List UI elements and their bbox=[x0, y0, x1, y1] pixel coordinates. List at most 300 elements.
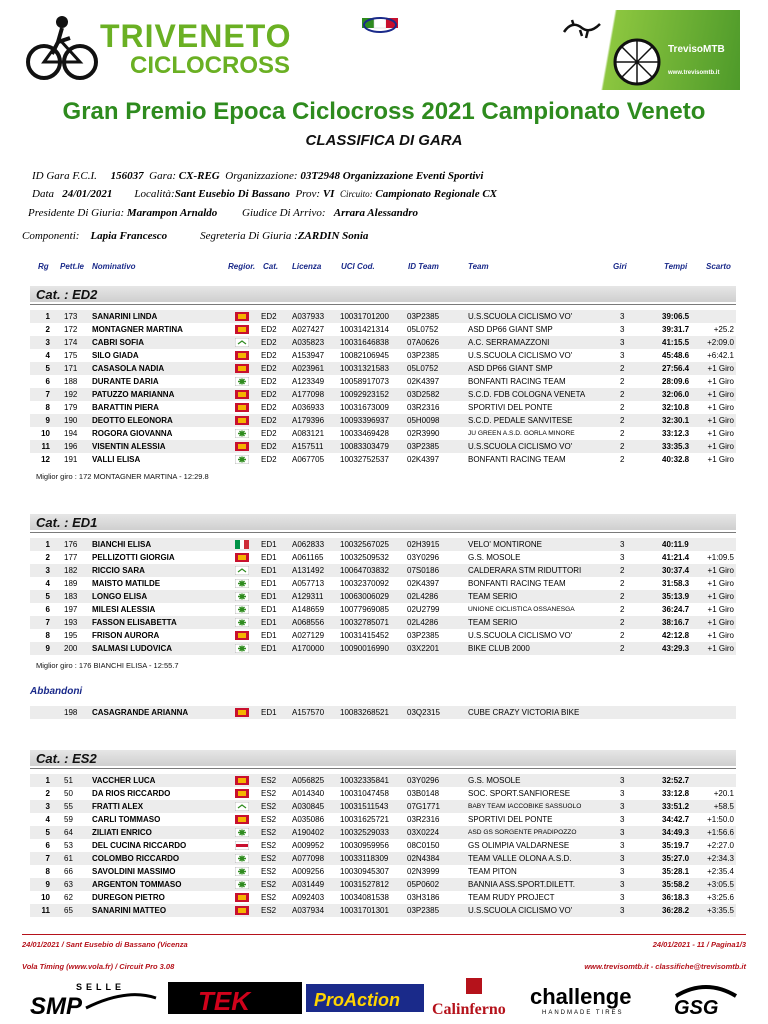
cell-license: A027129 bbox=[292, 631, 325, 640]
cell-time: 41:15.5 bbox=[662, 338, 690, 347]
jury-president-value: Marampon Arnaldo bbox=[126, 207, 218, 219]
organizer-value: 03T2948 Organizzazione Eventi Sportivi bbox=[300, 170, 484, 182]
federation-flag-icon bbox=[362, 14, 398, 36]
cell-team: TEAM RUDY PROJECT bbox=[468, 893, 555, 902]
cell-time: 33:35.3 bbox=[662, 442, 690, 451]
cell-team: BANNIA ASS.SPORT.DILETT. bbox=[468, 880, 575, 889]
cell-license: A092403 bbox=[292, 893, 325, 902]
cell-gap: +25.2 bbox=[713, 325, 734, 334]
cell-uci-code: 10082106945 bbox=[340, 351, 389, 360]
cell-time: 42:12.8 bbox=[662, 631, 690, 640]
cell-category: ES2 bbox=[261, 828, 277, 837]
category-divider bbox=[30, 532, 736, 533]
cell-gap: +1:56.6 bbox=[707, 828, 734, 837]
cell-bib: 50 bbox=[64, 789, 73, 798]
cell-uci-code: 10032752537 bbox=[340, 455, 389, 464]
cell-time: 38:16.7 bbox=[662, 618, 690, 627]
cell-team: GS OLIMPIA VALDARNESE bbox=[468, 841, 570, 850]
cell-bib: 55 bbox=[64, 802, 73, 811]
table-row bbox=[30, 388, 736, 401]
cell-team-id: 05L0752 bbox=[407, 364, 439, 373]
race-info-line-2 bbox=[32, 188, 497, 200]
cell-name: COLOMBO RICCARDO bbox=[92, 854, 180, 863]
cell-team-id: 08C0150 bbox=[407, 841, 440, 850]
cell-uci-code: 10031625721 bbox=[340, 815, 389, 824]
cell-name: MAISTO MATILDE bbox=[92, 579, 161, 588]
cell-team-id: 03P2385 bbox=[407, 351, 440, 360]
cell-bib: 173 bbox=[64, 312, 78, 321]
cell-category: ED1 bbox=[261, 631, 277, 640]
column-uci: UCI Cod. bbox=[341, 262, 375, 271]
cell-uci-code: 10058917073 bbox=[340, 377, 389, 386]
cell-bib: 190 bbox=[64, 416, 78, 425]
lombardia-flag-icon bbox=[235, 429, 249, 438]
cell-team-id: 02K4397 bbox=[407, 377, 440, 386]
cell-time: 35:58.2 bbox=[662, 880, 690, 889]
cell-gap: +1 Giro bbox=[707, 579, 734, 588]
cell-bib: 174 bbox=[64, 338, 78, 347]
members-label: Componenti: bbox=[22, 230, 80, 242]
cell-bib: 65 bbox=[64, 906, 73, 915]
cell-category: ES2 bbox=[261, 815, 277, 824]
column-idteam: ID Team bbox=[408, 262, 439, 271]
cell-time: 35:19.7 bbox=[662, 841, 690, 850]
cell-gap: +1:09.5 bbox=[707, 553, 734, 562]
cell-team: G.S. MOSOLE bbox=[468, 776, 521, 785]
veneto-flag-icon bbox=[235, 442, 249, 451]
veneto-flag-icon bbox=[235, 789, 249, 798]
cell-category: ED2 bbox=[261, 416, 277, 425]
cell-category: ES2 bbox=[261, 867, 277, 876]
table-row bbox=[30, 401, 736, 414]
cell-name: PELLIZOTTI GIORGIA bbox=[92, 553, 175, 562]
cell-bib: 195 bbox=[64, 631, 78, 640]
table-row bbox=[30, 323, 736, 336]
cell-license: A014340 bbox=[292, 789, 325, 798]
race-id-label: ID Gara F.C.I. bbox=[32, 170, 97, 182]
cell-license: A157570 bbox=[292, 708, 325, 717]
cell-laps: 2 bbox=[620, 390, 625, 399]
cell-time: 40:11.9 bbox=[662, 540, 689, 549]
cell-team: U.S.SCUOLA CICLISMO VO' bbox=[468, 351, 573, 360]
cell-time: 39:06.5 bbox=[662, 312, 690, 321]
category-header-bar bbox=[30, 514, 736, 530]
cell-laps: 3 bbox=[620, 880, 625, 889]
cell-time: 35:13.9 bbox=[662, 592, 690, 601]
cell-rank: 9 bbox=[45, 644, 50, 653]
cell-license: A067705 bbox=[292, 455, 325, 464]
cell-name: DEOTTO ELEONORA bbox=[92, 416, 173, 425]
best-lap-note: Miglior giro : 172 MONTAGNER MARTINA - 12:29.8 bbox=[36, 472, 209, 481]
cell-gap: +20.1 bbox=[713, 789, 734, 798]
cell-time: 32:30.1 bbox=[662, 416, 690, 425]
race-id-value: 156037 bbox=[110, 170, 144, 182]
lombardia-flag-icon bbox=[235, 867, 249, 876]
members-value: Lapia Francesco bbox=[90, 230, 168, 242]
cell-uci-code: 10064703832 bbox=[340, 566, 389, 575]
cell-rank: 10 bbox=[41, 429, 50, 438]
cell-license: A009952 bbox=[292, 841, 325, 850]
cell-gap: +1 Giro bbox=[707, 364, 734, 373]
cell-team: S.C.D. PEDALE SANVITESE bbox=[468, 416, 573, 425]
column-team: Team bbox=[468, 262, 489, 271]
race-type-label: Gara: bbox=[149, 170, 177, 182]
cell-laps: 3 bbox=[620, 841, 625, 850]
cell-team-id: 03R2316 bbox=[407, 403, 440, 412]
cell-name: SANARINI LINDA bbox=[92, 312, 158, 321]
cell-team-id: 03Y0296 bbox=[407, 553, 440, 562]
category-header-bar bbox=[30, 286, 736, 302]
table-row bbox=[30, 310, 736, 323]
cell-team-id: 03P2385 bbox=[407, 631, 440, 640]
cell-bib: 176 bbox=[64, 540, 78, 549]
cell-uci-code: 10031701301 bbox=[340, 906, 389, 915]
cell-bib: 197 bbox=[64, 605, 78, 614]
cell-laps: 3 bbox=[620, 854, 625, 863]
cell-category: ED2 bbox=[261, 325, 277, 334]
cell-rank: 3 bbox=[45, 566, 50, 575]
cell-bib: 196 bbox=[64, 442, 78, 451]
table-row bbox=[30, 603, 736, 616]
cell-rank: 8 bbox=[45, 631, 50, 640]
cell-team-id: 05L0752 bbox=[407, 325, 439, 334]
cell-time: 45:48.6 bbox=[662, 351, 690, 360]
svg-text:GSG: GSG bbox=[674, 997, 719, 1018]
cell-bib: 177 bbox=[64, 553, 78, 562]
cell-laps: 3 bbox=[620, 351, 625, 360]
jury-president-label: Presidente Di Giuria: bbox=[28, 207, 125, 219]
svg-text:SMP: SMP bbox=[30, 993, 83, 1018]
cell-name: VACCHER LUCA bbox=[92, 776, 156, 785]
cell-name: PATUZZO MARIANNA bbox=[92, 390, 175, 399]
cell-rank: 7 bbox=[45, 618, 50, 627]
page-title: Gran Premio Epoca Ciclocross 2021 Campionato Veneto bbox=[62, 98, 706, 125]
table-row bbox=[30, 362, 736, 375]
category-divider bbox=[30, 768, 736, 769]
cell-gap: +1 Giro bbox=[707, 390, 734, 399]
cell-category: ED1 bbox=[261, 553, 277, 562]
cell-team-id: 02N4384 bbox=[407, 854, 440, 863]
cell-time: 35:28.1 bbox=[662, 867, 690, 876]
cell-uci-code: 10031527812 bbox=[340, 880, 389, 889]
svg-text:challenge: challenge bbox=[530, 984, 632, 1009]
cell-license: A179396 bbox=[292, 416, 325, 425]
cell-gap: +3:35.5 bbox=[707, 906, 734, 915]
category-divider bbox=[30, 304, 736, 305]
page-subtitle: CLASSIFICA DI GARA bbox=[305, 132, 463, 149]
column-scarto: Scarto bbox=[706, 262, 731, 271]
cell-license: A190402 bbox=[292, 828, 325, 837]
trevisomtb-site: www.trevisomtb.it bbox=[668, 70, 720, 76]
cell-rank: 11 bbox=[41, 906, 50, 915]
cell-laps: 2 bbox=[620, 364, 625, 373]
cell-laps: 3 bbox=[620, 815, 625, 824]
table-row bbox=[30, 577, 736, 590]
cell-bib: 66 bbox=[64, 867, 73, 876]
cell-team-id: 07G1771 bbox=[407, 802, 440, 811]
sponsor-selle-smp bbox=[26, 978, 158, 1018]
cell-laps: 3 bbox=[620, 338, 625, 347]
cell-team: TEAM SERIO bbox=[468, 592, 518, 601]
cell-bib: 62 bbox=[64, 893, 73, 902]
cell-uci-code: 10030945307 bbox=[340, 867, 389, 876]
cell-gap: +2:27.0 bbox=[707, 841, 734, 850]
cell-gap: +1 Giro bbox=[707, 455, 734, 464]
cell-license: A036933 bbox=[292, 403, 325, 412]
cell-category: ED2 bbox=[261, 455, 277, 464]
table-row bbox=[30, 629, 736, 642]
lizard-icon bbox=[562, 18, 602, 45]
cell-team-id: 03B0148 bbox=[407, 789, 440, 798]
lombardia-flag-icon bbox=[235, 618, 249, 627]
cell-name: SILO GIADA bbox=[92, 351, 139, 360]
cell-time: 27:56.4 bbox=[662, 364, 690, 373]
cell-license: A148659 bbox=[292, 605, 325, 614]
cell-team: BABY TEAM IACCOBIKE SASSUOLO bbox=[468, 803, 582, 810]
svg-text:SELLE: SELLE bbox=[76, 982, 126, 992]
province-label: Prov: bbox=[295, 188, 321, 200]
cell-team: TEAM VALLE OLONA A.S.D. bbox=[468, 854, 572, 863]
location-label: Località: bbox=[134, 188, 175, 200]
organizer-label: Organizzazione: bbox=[225, 170, 298, 182]
cell-rank: 6 bbox=[45, 377, 50, 386]
cell-rank: 2 bbox=[45, 553, 50, 562]
lombardia-flag-icon bbox=[235, 828, 249, 837]
cell-bib: 194 bbox=[64, 429, 78, 438]
table-row bbox=[30, 375, 736, 388]
cell-name: BIANCHI ELISA bbox=[92, 540, 152, 549]
table-row bbox=[30, 616, 736, 629]
cell-gap: +2:09.0 bbox=[707, 338, 734, 347]
cell-license: A077098 bbox=[292, 854, 325, 863]
cell-name: CASAGRANDE ARIANNA bbox=[92, 708, 189, 717]
cell-laps: 2 bbox=[620, 605, 625, 614]
cell-category: ES2 bbox=[261, 906, 277, 915]
cell-license: A157511 bbox=[292, 442, 324, 451]
footer-timing: Vola Timing (www.vola.fr) / Circuit Pro 3.08 bbox=[22, 962, 175, 971]
table-row bbox=[30, 826, 736, 839]
veneto-flag-icon bbox=[235, 631, 249, 640]
column-licenza: Licenza bbox=[292, 262, 322, 271]
cell-uci-code: 10033118309 bbox=[340, 854, 389, 863]
arrival-judge-label: Giudice Di Arrivo: bbox=[242, 207, 326, 219]
emilia-flag-icon bbox=[235, 802, 249, 811]
cell-gap: +1 Giro bbox=[707, 592, 734, 601]
cell-bib: 53 bbox=[64, 841, 73, 850]
cell-rank: 12 bbox=[41, 455, 50, 464]
toscana-flag-icon bbox=[235, 841, 249, 850]
svg-text:Calinferno: Calinferno bbox=[432, 1001, 506, 1018]
cell-laps: 2 bbox=[620, 455, 625, 464]
cell-category: ED2 bbox=[261, 403, 277, 412]
cell-laps: 3 bbox=[620, 540, 625, 549]
cell-laps: 3 bbox=[620, 893, 625, 902]
race-info-line-4 bbox=[22, 230, 368, 242]
cell-bib: 172 bbox=[64, 325, 78, 334]
svg-text:ProAction: ProAction bbox=[314, 990, 401, 1010]
cell-time: 39:31.7 bbox=[662, 325, 690, 334]
cell-uci-code: 10033469428 bbox=[340, 429, 389, 438]
cell-laps: 3 bbox=[620, 802, 625, 811]
cell-gap: +58.5 bbox=[713, 802, 734, 811]
cell-bib: 191 bbox=[64, 455, 78, 464]
veneto-flag-icon bbox=[235, 776, 249, 785]
cell-team-id: 02R3990 bbox=[407, 429, 440, 438]
cell-team: BONFANTI RACING TEAM bbox=[468, 455, 566, 464]
cell-category: ED2 bbox=[261, 377, 277, 386]
cell-rank: 5 bbox=[45, 364, 50, 373]
cell-license: A037933 bbox=[292, 312, 325, 321]
cell-license: A009256 bbox=[292, 867, 325, 876]
table-row bbox=[30, 787, 736, 800]
cell-team-id: 03P2385 bbox=[407, 442, 440, 451]
cell-uci-code: 10090016990 bbox=[340, 644, 389, 653]
cell-license: A037934 bbox=[292, 906, 325, 915]
cell-bib: 183 bbox=[64, 592, 78, 601]
cell-gap: +1 Giro bbox=[707, 605, 734, 614]
cell-rank: 2 bbox=[45, 325, 50, 334]
cell-rank: 11 bbox=[41, 442, 50, 451]
date-label: Data bbox=[32, 188, 54, 200]
veneto-flag-icon bbox=[235, 312, 249, 321]
cell-category: ED2 bbox=[261, 338, 277, 347]
cell-license: A057713 bbox=[292, 579, 325, 588]
veneto-flag-icon bbox=[235, 325, 249, 334]
cell-name: VISENTIN ALESSIA bbox=[92, 442, 166, 451]
cell-team-id: 02K4397 bbox=[407, 455, 440, 464]
table-row bbox=[30, 642, 736, 655]
cell-uci-code: 10083303479 bbox=[340, 442, 389, 451]
cell-team-id: 05P0602 bbox=[407, 880, 440, 889]
cell-laps: 3 bbox=[620, 789, 625, 798]
cell-gap: +1 Giro bbox=[707, 416, 734, 425]
abbandoni-heading: Abbandoni bbox=[30, 686, 83, 697]
category-header-bar bbox=[30, 750, 736, 766]
veneto-flag-icon bbox=[235, 403, 249, 412]
cell-uci-code: 10032567025 bbox=[340, 540, 389, 549]
cell-license: A035823 bbox=[292, 338, 325, 347]
cell-team: SPORTIVI DEL PONTE bbox=[468, 403, 553, 412]
cell-team: TEAM SERIO bbox=[468, 618, 518, 627]
table-row bbox=[30, 865, 736, 878]
table-row bbox=[30, 800, 736, 813]
cell-rank: 3 bbox=[45, 338, 50, 347]
cell-laps: 2 bbox=[620, 566, 625, 575]
table-row bbox=[30, 813, 736, 826]
cell-uci-code: 10031511543 bbox=[340, 802, 389, 811]
cell-uci-code: 10032509532 bbox=[340, 553, 389, 562]
cell-uci-code: 10083268521 bbox=[340, 708, 389, 717]
cell-team: BIKE CLUB 2000 bbox=[468, 644, 530, 653]
cell-category: ED1 bbox=[261, 540, 277, 549]
cell-uci-code: 10063006029 bbox=[340, 592, 389, 601]
lombardia-flag-icon bbox=[235, 579, 249, 588]
cell-uci-code: 10031673009 bbox=[340, 403, 389, 412]
cell-name: FASSON ELISABETTA bbox=[92, 618, 177, 627]
table-header bbox=[0, 262, 768, 272]
cell-team-id: 03X0224 bbox=[407, 828, 440, 837]
cell-uci-code: 10093396937 bbox=[340, 416, 389, 425]
table-row bbox=[30, 878, 736, 891]
cell-rank: 5 bbox=[45, 592, 50, 601]
cell-team: U.S.SCUOLA CICLISMO VO' bbox=[468, 312, 573, 321]
cell-rank: 1 bbox=[45, 312, 50, 321]
cell-bib: 198 bbox=[64, 708, 78, 717]
cell-time: 35:27.0 bbox=[662, 854, 690, 863]
sponsor-gsg bbox=[666, 978, 746, 1018]
veneto-flag-icon bbox=[235, 351, 249, 360]
cell-gap: +6:42.1 bbox=[707, 351, 734, 360]
cell-category: ED1 bbox=[261, 605, 277, 614]
cell-uci-code: 10032785071 bbox=[340, 618, 389, 627]
cell-team-id: 03D2582 bbox=[407, 390, 440, 399]
cell-time: 28:09.6 bbox=[662, 377, 690, 386]
cell-bib: 192 bbox=[64, 390, 78, 399]
cell-team-id: 03H3186 bbox=[407, 893, 440, 902]
cell-uci-code: 10034081538 bbox=[340, 893, 389, 902]
cell-name: BARATTIN PIERA bbox=[92, 403, 159, 412]
cell-laps: 2 bbox=[620, 644, 625, 653]
cell-gap: +1 Giro bbox=[707, 618, 734, 627]
cell-team: SOC. SPORT.SANFIORESE bbox=[468, 789, 571, 798]
cell-team: A.C. SERRAMAZZONI bbox=[468, 338, 550, 347]
cell-team-id: 03R2316 bbox=[407, 815, 440, 824]
cell-team: BONFANTI RACING TEAM bbox=[468, 579, 566, 588]
cell-license: A153947 bbox=[292, 351, 325, 360]
logo-title: TRIVENETO bbox=[100, 18, 292, 54]
cell-team-id: 03Q2315 bbox=[407, 708, 440, 717]
veneto-flag-icon bbox=[235, 364, 249, 373]
veneto-flag-icon bbox=[235, 815, 249, 824]
cell-time: 40:32.8 bbox=[662, 455, 690, 464]
cell-rank: 4 bbox=[45, 815, 50, 824]
cell-bib: 189 bbox=[64, 579, 78, 588]
race-info-line-3 bbox=[28, 207, 418, 219]
table-row bbox=[30, 440, 736, 453]
cell-rank: 1 bbox=[45, 776, 50, 785]
cell-time: 32:06.0 bbox=[662, 390, 690, 399]
cell-bib: 64 bbox=[64, 828, 73, 837]
cell-uci-code: 10031415452 bbox=[340, 631, 389, 640]
cell-team: VELO' MONTIRONE bbox=[468, 540, 542, 549]
cell-name: DUREGON PIETRO bbox=[92, 893, 165, 902]
cell-category: ES2 bbox=[261, 776, 277, 785]
cell-team: CALDERARA STM RIDUTTORI bbox=[468, 566, 582, 575]
cell-laps: 2 bbox=[620, 416, 625, 425]
lombardia-flag-icon bbox=[235, 605, 249, 614]
sponsor-calinferno bbox=[428, 978, 522, 1018]
cell-name: CARLI TOMMASO bbox=[92, 815, 161, 824]
column-giri: Giri bbox=[613, 262, 627, 271]
cell-category: ED2 bbox=[261, 442, 277, 451]
table-row bbox=[30, 453, 736, 466]
veneto-flag-icon bbox=[235, 390, 249, 399]
cell-license: A131492 bbox=[292, 566, 325, 575]
cell-category: ES2 bbox=[261, 854, 277, 863]
cell-time: 34:42.7 bbox=[662, 815, 690, 824]
cell-category: ES2 bbox=[261, 802, 277, 811]
lombardia-flag-icon bbox=[235, 880, 249, 889]
cell-laps: 3 bbox=[620, 867, 625, 876]
cell-gap: +1 Giro bbox=[707, 644, 734, 653]
cell-rank: 9 bbox=[45, 416, 50, 425]
cell-name: ZILIATI ENRICO bbox=[92, 828, 152, 837]
province-value: VI bbox=[322, 188, 335, 200]
cell-rank: 8 bbox=[45, 403, 50, 412]
cell-gap: +2:34.3 bbox=[707, 854, 734, 863]
cell-bib: 61 bbox=[64, 854, 73, 863]
table-row bbox=[30, 564, 736, 577]
